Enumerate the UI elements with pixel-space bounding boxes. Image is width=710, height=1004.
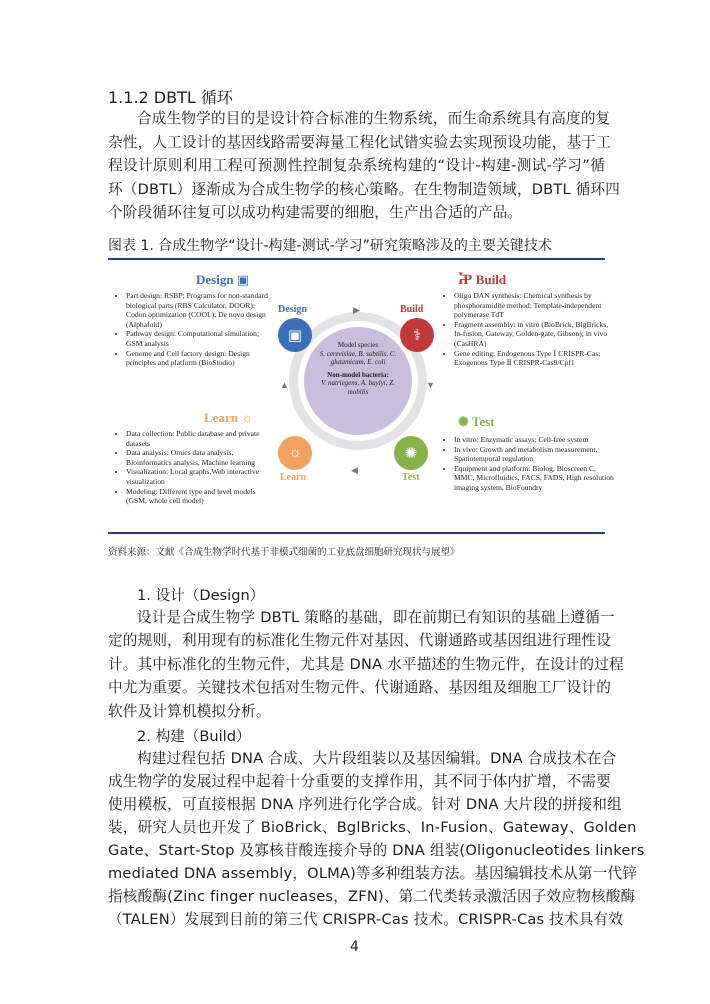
gear-icon: ✺: [458, 414, 469, 429]
test-title-text: Test: [471, 414, 495, 429]
text-line: 合成生物学的目的是设计符合标准的生物系统，而生命系统具有高度的复: [137, 110, 611, 127]
text-line: 计。其中标准化的生物元件，尤其是 DNA 水平描述的生物元件，在设计的过程: [108, 655, 624, 673]
lightbulb-icon: ☼: [241, 410, 254, 425]
monitor-icon: ▣: [236, 272, 250, 287]
text-line: 指核酸酶(Zinc finger nucleases，ZFN)、第二代类转录激活因子效应物核酸酶: [108, 888, 636, 905]
build-title: [458, 272, 506, 287]
test-item: • In vivo: Growth and metabolism measurement, Spatiotemporal regulation: [454, 445, 615, 464]
learn-node-label: Learn: [280, 472, 307, 483]
design-item: • Genome and Cell factory design: Design principles and platform (BioStudio): [126, 349, 271, 368]
test-title: [458, 414, 495, 429]
center-species: [304, 327, 412, 435]
build-item: • Oligo DAN synthesis: Chemical synthesis by phosphoramidite method; Template-independent polymerase TdT: [454, 291, 615, 320]
figure-caption: 图表 1. 合成生物学“设计-构建-测试-学习”研究策略涉及的主要关键技术: [108, 238, 552, 254]
design-node: [278, 318, 312, 352]
text-line: 杂性，人工设计的基因线路需要海量工程化试错实验去实现预设功能，基于工: [108, 133, 611, 151]
text-line: 使用模板，可直接根据 DNA 序列进行化学合成。针对 DNA 大片段的拼接和组: [108, 796, 622, 813]
design-node-label: Design: [278, 304, 307, 315]
s2-title: 2. 构建（Build）: [137, 728, 251, 745]
text-line: 装，研究人员也开发了 BioBrick、BglBricks、In-Fusion、Gateway、Golden: [108, 819, 637, 836]
dna-icon: ⚕: [412, 327, 422, 344]
section-heading: 1.1.2 DBTL 循环: [108, 88, 233, 107]
text-line: 成生物学的发展过程中起着十分重要的支撑作用，其不同于体内扩增，不需要: [108, 773, 611, 790]
nonmodel-title: Non-model bacteria:: [327, 370, 389, 379]
learn-item: • Modeling: Different type and level models (GSM, whole cell model): [126, 487, 271, 506]
test-item: • In vitro: Enzymatic assays; Cell-free system: [454, 435, 615, 445]
build-node: [400, 318, 434, 352]
build-node-label: Build: [400, 304, 424, 315]
arrow-left-icon: ◀: [351, 465, 358, 475]
test-node: [394, 436, 428, 470]
arrow-right-icon: ▶: [353, 305, 360, 315]
test-list: [444, 435, 615, 493]
dna-icon: Ⴟ: [458, 272, 473, 287]
build-item: • Gene editing: Endogenous Type Ⅰ CRISPR-Cas; Exogenous Type Ⅱ CRISPR-Cas9/Cpf1: [454, 349, 615, 368]
test-item: • Equipment and platform: Biolog, Bioscreen C, MMC, Microfluidics, FACS, FADS, High resolution imaging system, BioFoundry: [454, 464, 615, 493]
text-line: mediated DNA assembly，OLMA)等多种组装方法。基因编辑技术从第一代锌: [108, 865, 638, 882]
text-line: Gate、Start-Stop 及寡核苷酸连接介导的 DNA 组装(Oligonucleotides linkers: [108, 842, 645, 859]
learn-item: • Data analysis: Omics data analysis, Bioinformatics analysis, Machine learning: [126, 448, 271, 467]
text-line: 定的规则，利用现有的标准化生物元件对基因、代谢通路或基因组进行理性设: [108, 632, 611, 650]
design-title-text: Design: [196, 272, 234, 287]
text-line: 设计是合成生物学 DBTL 策略的基础，即在前期已有知识的基础上遵循一: [137, 609, 615, 626]
figure-source: 资料来源：文献《合成生物学时代基于非模式细菌的工业底盘细胞研究现状与展望》: [108, 547, 460, 558]
build-title-text: Build: [475, 272, 507, 287]
text-line: 中尤为重要。关键技术包括对生物元件、代谢通路、基因组及细胞工厂设计的: [108, 679, 611, 697]
learn-node: [278, 436, 312, 470]
model-species-title: Model species: [337, 341, 379, 349]
text-line: 个阶段循环往复可以成功构建需要的细胞，生产出合适的产品。: [108, 204, 523, 222]
learn-title-text: Learn: [204, 410, 238, 425]
gear-icon: ✺: [404, 445, 418, 462]
text-line: 构建过程包括 DNA 合成、大片段组装以及基因编辑。DNA 合成技术在合: [137, 750, 617, 767]
text-line: 软件及计算机模拟分析。: [108, 702, 271, 720]
text-line: 程设计原则利用工程可预测性控制复杂系统构建的“设计-构建-测试-学习”循: [108, 157, 605, 175]
build-item: • Fragment assembly: in vitro (BioBrick, BlgBricks, In-fusion, Gateway, Golden-gate, Gibson); in vivo (CasHRA): [454, 320, 615, 349]
s1-title: 1. 设计（Design）: [137, 587, 265, 604]
learn-item: • Data collection: Public database and private datasets: [126, 429, 271, 448]
dbtl-figure: [108, 258, 614, 534]
design-item: • Pathway design: Computational simulation; GSM analysis: [126, 329, 271, 348]
learn-list: [116, 429, 271, 506]
arrow-down-icon: ▼: [426, 380, 435, 390]
text-line: 环（DBTL）逐渐成为合成生物学的核心策略。在生物制造领域，DBTL 循环四: [108, 180, 621, 198]
monitor-icon: ▣: [287, 327, 303, 344]
design-title: [196, 272, 249, 287]
learn-item: • Visualization: Local graphs,Web interactive visualization: [126, 467, 271, 486]
design-item: • Part design: RSBP; Programs for non-standard biological parts (RBS Calculator, DOOR); Codon optimization (COOL); De novo design (Alphafold): [126, 291, 271, 329]
model-species-list: S. cerevisiae, B. subtilis, C. glutamicum, E. coli: [319, 349, 397, 366]
build-list: [444, 291, 615, 368]
page-number: 4: [350, 939, 359, 955]
arrow-up-icon: ▲: [280, 380, 289, 390]
nonmodel-list: V. natriegens, A. baylyi, Z. mobilis: [321, 379, 395, 396]
test-node-label: Test: [402, 472, 420, 483]
design-list: [116, 291, 271, 368]
lightbulb-icon: ☼: [288, 444, 302, 461]
learn-title: [204, 410, 253, 425]
text-line: （TALEN）发展到目前的第三代 CRISPR-Cas 技术。CRISPR-Cas 技术具有效: [108, 911, 624, 928]
